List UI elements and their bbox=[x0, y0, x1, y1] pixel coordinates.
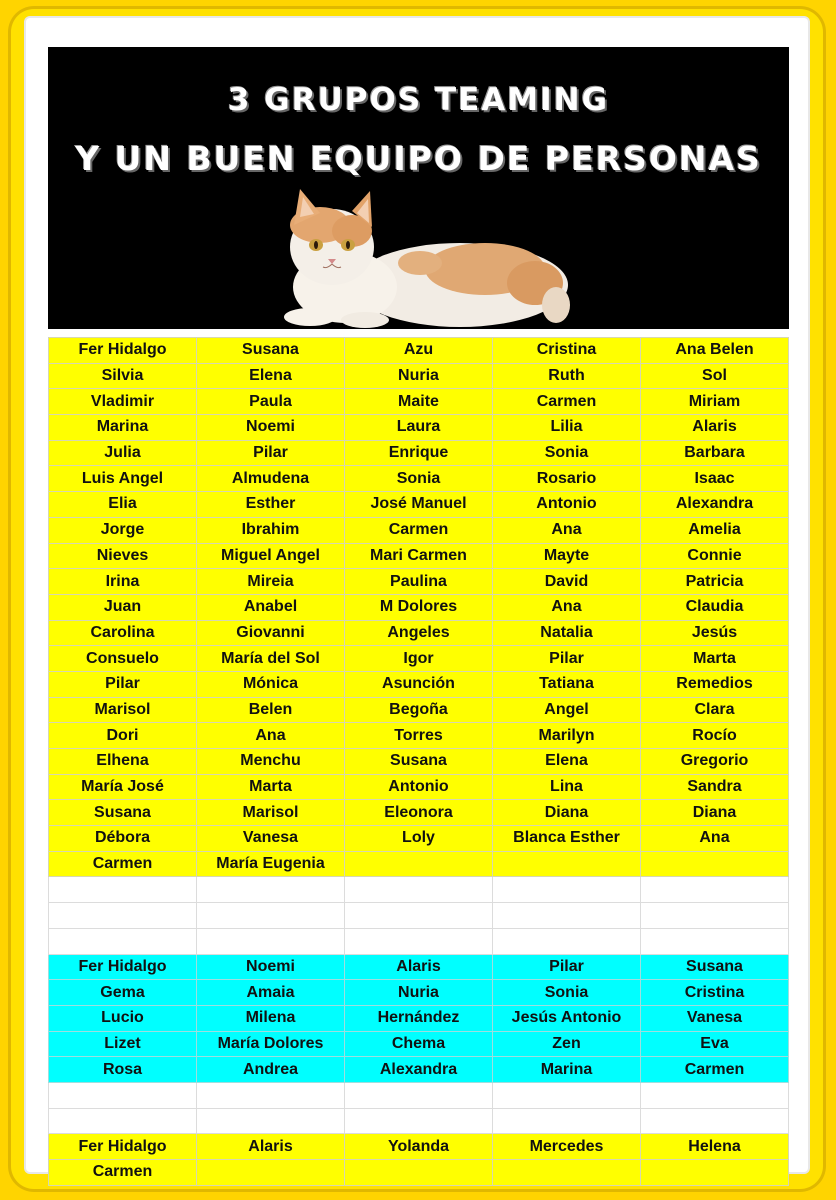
table-cell: Vanesa bbox=[641, 1005, 789, 1031]
table-row bbox=[49, 1108, 789, 1134]
table-cell: Carmen bbox=[49, 851, 197, 877]
table-cell: Susana bbox=[641, 954, 789, 980]
table-cell: Consuelo bbox=[49, 646, 197, 672]
table-cell: Angel bbox=[493, 697, 641, 723]
table-cell bbox=[493, 928, 641, 954]
table-cell: Nuria bbox=[345, 363, 493, 389]
table-cell bbox=[493, 1082, 641, 1108]
table-row bbox=[49, 1057, 789, 1083]
table-cell bbox=[197, 903, 345, 929]
table-cell: Eleonora bbox=[345, 800, 493, 826]
table-cell bbox=[493, 1108, 641, 1134]
table-row bbox=[49, 928, 789, 954]
table-cell bbox=[49, 903, 197, 929]
table-cell: Pilar bbox=[493, 646, 641, 672]
table-cell: Connie bbox=[641, 543, 789, 569]
table-cell bbox=[493, 1160, 641, 1186]
table-cell: Yolanda bbox=[345, 1134, 493, 1160]
table-row bbox=[49, 980, 789, 1006]
table-cell: Juan bbox=[49, 594, 197, 620]
names-table bbox=[48, 337, 789, 1186]
table-cell: Patricia bbox=[641, 569, 789, 595]
table-cell: María del Sol bbox=[197, 646, 345, 672]
table-row bbox=[49, 363, 789, 389]
table-row bbox=[49, 903, 789, 929]
table-cell: José Manuel bbox=[345, 492, 493, 518]
table-row bbox=[49, 774, 789, 800]
table-cell: Marisol bbox=[197, 800, 345, 826]
table-cell: Angeles bbox=[345, 620, 493, 646]
table-cell bbox=[641, 1108, 789, 1134]
table-cell: Mari Carmen bbox=[345, 543, 493, 569]
table-cell: Elena bbox=[493, 749, 641, 775]
table-cell: Ana bbox=[493, 517, 641, 543]
table-cell bbox=[197, 877, 345, 903]
table-cell: Sol bbox=[641, 363, 789, 389]
table-cell: Barbara bbox=[641, 440, 789, 466]
table-cell: Carmen bbox=[641, 1057, 789, 1083]
table-cell bbox=[197, 1082, 345, 1108]
table-cell: Sonia bbox=[345, 466, 493, 492]
table-cell: Ana bbox=[641, 826, 789, 852]
table-cell: Alexandra bbox=[641, 492, 789, 518]
table-cell: Diana bbox=[493, 800, 641, 826]
table-cell: Helena bbox=[641, 1134, 789, 1160]
table-cell: Mayte bbox=[493, 543, 641, 569]
table-cell: Nuria bbox=[345, 980, 493, 1006]
table-cell bbox=[197, 1108, 345, 1134]
table-cell: Menchu bbox=[197, 749, 345, 775]
table-cell bbox=[197, 928, 345, 954]
table-row bbox=[49, 954, 789, 980]
table-cell: Rocío bbox=[641, 723, 789, 749]
table-cell: Débora bbox=[49, 826, 197, 852]
table-cell: Carolina bbox=[49, 620, 197, 646]
table-cell: Eva bbox=[641, 1031, 789, 1057]
table-row bbox=[49, 1005, 789, 1031]
table-cell: Irina bbox=[49, 569, 197, 595]
table-cell: Alexandra bbox=[345, 1057, 493, 1083]
table-cell bbox=[493, 877, 641, 903]
table-row bbox=[49, 671, 789, 697]
table-cell: Belen bbox=[197, 697, 345, 723]
table-row bbox=[49, 851, 789, 877]
table-cell: Luis Angel bbox=[49, 466, 197, 492]
table-cell: Ana bbox=[493, 594, 641, 620]
table-cell: Susana bbox=[197, 338, 345, 364]
table-cell: María Dolores bbox=[197, 1031, 345, 1057]
table-cell: Gregorio bbox=[641, 749, 789, 775]
table-cell: Almudena bbox=[197, 466, 345, 492]
table-cell: Laura bbox=[345, 415, 493, 441]
table-cell: Julia bbox=[49, 440, 197, 466]
table-row bbox=[49, 569, 789, 595]
table-cell: Isaac bbox=[641, 466, 789, 492]
table-cell bbox=[49, 877, 197, 903]
table-cell bbox=[493, 903, 641, 929]
table-row bbox=[49, 1031, 789, 1057]
table-cell bbox=[49, 928, 197, 954]
table-cell: Igor bbox=[345, 646, 493, 672]
table-cell: Alaris bbox=[641, 415, 789, 441]
table-cell: Susana bbox=[345, 749, 493, 775]
table-cell: Esther bbox=[197, 492, 345, 518]
table-cell bbox=[345, 1160, 493, 1186]
table-cell: Jesús Antonio bbox=[493, 1005, 641, 1031]
table-cell: Paulina bbox=[345, 569, 493, 595]
table-cell: Cristina bbox=[493, 338, 641, 364]
table-row bbox=[49, 1082, 789, 1108]
table-cell: Paula bbox=[197, 389, 345, 415]
table-cell: Mónica bbox=[197, 671, 345, 697]
table-cell: Claudia bbox=[641, 594, 789, 620]
table-row bbox=[49, 466, 789, 492]
table-cell bbox=[493, 851, 641, 877]
table-cell: Giovanni bbox=[197, 620, 345, 646]
table-cell: Mireia bbox=[197, 569, 345, 595]
table-cell: Natalia bbox=[493, 620, 641, 646]
table-cell: Alaris bbox=[345, 954, 493, 980]
table-row bbox=[49, 723, 789, 749]
table-cell: Mercedes bbox=[493, 1134, 641, 1160]
title-line-2: Y UN BUEN EQUIPO DE PERSONAS bbox=[75, 139, 762, 178]
table-row bbox=[49, 800, 789, 826]
table-row bbox=[49, 877, 789, 903]
table-cell bbox=[641, 877, 789, 903]
table-cell: Lizet bbox=[49, 1031, 197, 1057]
table-cell: Loly bbox=[345, 826, 493, 852]
table-cell: Jesús bbox=[641, 620, 789, 646]
table-cell: Lilia bbox=[493, 415, 641, 441]
table-cell: Fer Hidalgo bbox=[49, 1134, 197, 1160]
title-line-1: 3 GRUPOS TEAMING bbox=[227, 82, 610, 118]
table-row bbox=[49, 697, 789, 723]
table-cell: Amaia bbox=[197, 980, 345, 1006]
table-cell: Elena bbox=[197, 363, 345, 389]
table-cell: Pilar bbox=[493, 954, 641, 980]
table-cell: Enrique bbox=[345, 440, 493, 466]
table-cell: Elia bbox=[49, 492, 197, 518]
table-cell bbox=[49, 1082, 197, 1108]
table-cell: Miriam bbox=[641, 389, 789, 415]
table-cell bbox=[345, 1082, 493, 1108]
table-cell: María José bbox=[49, 774, 197, 800]
table-cell bbox=[345, 877, 493, 903]
table-row bbox=[49, 594, 789, 620]
table-row bbox=[49, 415, 789, 441]
table-cell: Fer Hidalgo bbox=[49, 338, 197, 364]
table-cell bbox=[641, 928, 789, 954]
table-cell: Amelia bbox=[641, 517, 789, 543]
header-banner bbox=[48, 47, 789, 329]
table-cell bbox=[345, 928, 493, 954]
table-cell: Marina bbox=[49, 415, 197, 441]
table-cell: Begoña bbox=[345, 697, 493, 723]
table-cell: Remedios bbox=[641, 671, 789, 697]
table-row bbox=[49, 492, 789, 518]
table-cell: Marta bbox=[641, 646, 789, 672]
table-cell: Ana bbox=[197, 723, 345, 749]
table-cell: Tatiana bbox=[493, 671, 641, 697]
table-cell: Azu bbox=[345, 338, 493, 364]
table-cell: Rosa bbox=[49, 1057, 197, 1083]
table-cell: Antonio bbox=[493, 492, 641, 518]
table-cell: Anabel bbox=[197, 594, 345, 620]
table-cell: Susana bbox=[49, 800, 197, 826]
table-cell: Carmen bbox=[49, 1160, 197, 1186]
table-cell bbox=[49, 1108, 197, 1134]
table-cell: Sandra bbox=[641, 774, 789, 800]
table-cell: Vanesa bbox=[197, 826, 345, 852]
table-row bbox=[49, 338, 789, 364]
table-cell: Ruth bbox=[493, 363, 641, 389]
table-cell: Cristina bbox=[641, 980, 789, 1006]
table-row bbox=[49, 543, 789, 569]
table-cell: Carmen bbox=[493, 389, 641, 415]
table-cell: Andrea bbox=[197, 1057, 345, 1083]
table-cell: Pilar bbox=[197, 440, 345, 466]
table-cell: Diana bbox=[641, 800, 789, 826]
table-cell bbox=[641, 903, 789, 929]
table-cell: Pilar bbox=[49, 671, 197, 697]
table-row bbox=[49, 389, 789, 415]
table-cell: Marta bbox=[197, 774, 345, 800]
table-cell: Maite bbox=[345, 389, 493, 415]
table-cell: Lucio bbox=[49, 1005, 197, 1031]
table-cell: Lina bbox=[493, 774, 641, 800]
table-cell: Noemi bbox=[197, 954, 345, 980]
table-cell bbox=[197, 1160, 345, 1186]
table-cell: Gema bbox=[49, 980, 197, 1006]
table-cell: Alaris bbox=[197, 1134, 345, 1160]
table-cell: David bbox=[493, 569, 641, 595]
table-cell: Elhena bbox=[49, 749, 197, 775]
table-cell: Silvia bbox=[49, 363, 197, 389]
table-cell: Ibrahim bbox=[197, 517, 345, 543]
table-cell: Marisol bbox=[49, 697, 197, 723]
table-cell: Nieves bbox=[49, 543, 197, 569]
table-cell bbox=[641, 851, 789, 877]
table-row bbox=[49, 440, 789, 466]
table-cell: Milena bbox=[197, 1005, 345, 1031]
table-cell: Blanca Esther bbox=[493, 826, 641, 852]
table-cell bbox=[641, 1160, 789, 1186]
table-cell: María Eugenia bbox=[197, 851, 345, 877]
table-cell bbox=[345, 1108, 493, 1134]
table-cell bbox=[345, 851, 493, 877]
table-row bbox=[49, 1134, 789, 1160]
table-cell: Sonia bbox=[493, 440, 641, 466]
table-cell: Sonia bbox=[493, 980, 641, 1006]
table-cell: M Dolores bbox=[345, 594, 493, 620]
table-cell: Hernández bbox=[345, 1005, 493, 1031]
table-cell: Dori bbox=[49, 723, 197, 749]
table-cell: Marina bbox=[493, 1057, 641, 1083]
table-cell bbox=[345, 903, 493, 929]
table-row bbox=[49, 749, 789, 775]
cat-image bbox=[270, 187, 570, 329]
table-cell: Carmen bbox=[345, 517, 493, 543]
table-cell: Asunción bbox=[345, 671, 493, 697]
table-cell: Clara bbox=[641, 697, 789, 723]
table-cell: Rosario bbox=[493, 466, 641, 492]
table-cell: Torres bbox=[345, 723, 493, 749]
table-cell: Vladimir bbox=[49, 389, 197, 415]
table-cell: Antonio bbox=[345, 774, 493, 800]
table-row bbox=[49, 517, 789, 543]
table-row bbox=[49, 620, 789, 646]
table-cell: Chema bbox=[345, 1031, 493, 1057]
table-cell: Ana Belen bbox=[641, 338, 789, 364]
table-cell: Noemi bbox=[197, 415, 345, 441]
table-row bbox=[49, 826, 789, 852]
table-cell: Miguel Angel bbox=[197, 543, 345, 569]
table-cell: Fer Hidalgo bbox=[49, 954, 197, 980]
table-cell: Jorge bbox=[49, 517, 197, 543]
table-row bbox=[49, 646, 789, 672]
table-cell: Zen bbox=[493, 1031, 641, 1057]
table-cell bbox=[641, 1082, 789, 1108]
table-row bbox=[49, 1160, 789, 1186]
table-cell: Marilyn bbox=[493, 723, 641, 749]
